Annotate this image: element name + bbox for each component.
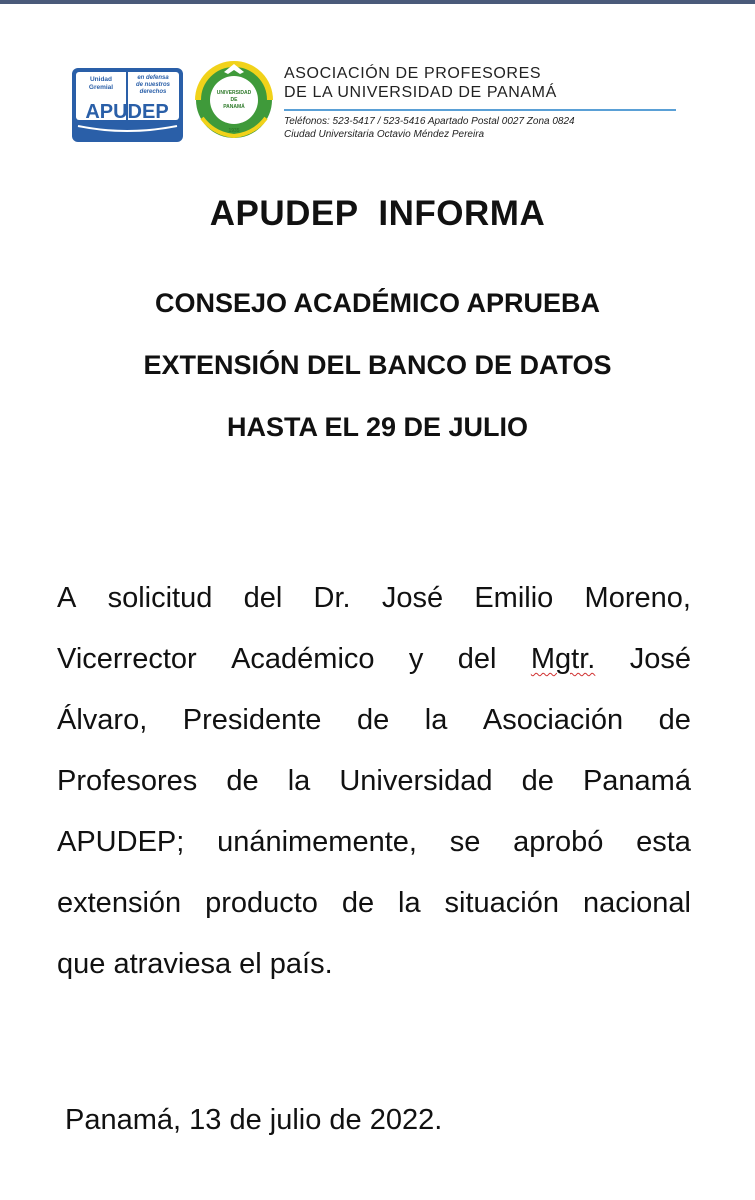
body-word: de (658, 704, 691, 736)
body-word: Emilio (474, 582, 554, 614)
body-word: A (57, 582, 77, 614)
apudep-logo-right-text-3: derechos (139, 89, 167, 95)
university-seal (194, 60, 274, 140)
page-title: APUDEP INFORMA (209, 194, 546, 233)
body-line (57, 629, 691, 690)
apudep-logo (70, 66, 185, 144)
body-word: producto (205, 887, 318, 919)
body-line (57, 751, 691, 812)
headline-line-2: EXTENSIÓN DEL BANCO DE DATOS (143, 350, 612, 380)
body-word: nacional (582, 887, 691, 919)
apudep-logo-left-text-1: Unidad (89, 76, 113, 83)
headline (0, 272, 755, 458)
body-word: y (408, 643, 424, 675)
contact-phones: Teléfonos: 523-5417 / 523-5416 Apartado Postal 0027 Zona 0824 (284, 116, 575, 127)
body-word: la (287, 765, 311, 797)
body-line (57, 568, 691, 629)
organization-name-line-1: ASOCIACIÓN DE PROFESORES (284, 65, 542, 82)
top-border (0, 0, 755, 4)
body-word: solicitud (107, 582, 213, 614)
organization-name-line-2: DE LA UNIVERSIDAD DE PANAMÁ (284, 84, 557, 101)
body-line (57, 690, 691, 751)
organization-name (284, 64, 557, 102)
date-line: Panamá, 13 de julio de 2022. (65, 1104, 443, 1136)
seal-text-2: DE (230, 97, 238, 103)
body-line (57, 873, 691, 934)
body-line-last: que atraviesa el país. (57, 948, 333, 980)
body-word: extensión (57, 887, 182, 919)
seal-text-1: UNIVERSIDAD (216, 90, 252, 96)
body-word: Moreno, (584, 582, 691, 614)
body-word: unánimemente, (217, 826, 417, 858)
apudep-logo-right-text-2: de nuestros (135, 82, 171, 88)
letterhead (70, 60, 690, 150)
body-word: Presidente (182, 704, 322, 736)
body-word: APUDEP; (57, 826, 185, 858)
body-word: la (398, 887, 421, 919)
body-line (57, 812, 691, 873)
body-word: se (449, 826, 481, 858)
apudep-logo-name: APUDEP (85, 101, 169, 123)
body-word: Panamá (582, 765, 691, 797)
apudep-logo-left-text-2: Gremial (88, 84, 114, 91)
body-word: situación (444, 887, 560, 919)
body-word: Dr. (313, 582, 351, 614)
body-word: Mgtr. (530, 643, 596, 675)
seal-text-3: PANAMÁ (223, 104, 245, 110)
organization-contact (284, 115, 575, 141)
body-word: esta (636, 826, 691, 858)
body-word: del (457, 643, 497, 675)
body-word: de (356, 704, 390, 736)
seal-year: 1935 (228, 128, 240, 134)
contact-address: Ciudad Universitaria Octavio Méndez Pereira (284, 129, 485, 140)
body-word: José (381, 582, 444, 614)
body-word: Álvaro, (57, 704, 148, 736)
body-word: aprobó (513, 826, 604, 858)
body-word: del (243, 582, 283, 614)
body-word: Asociación (482, 704, 624, 736)
headline-line-3: HASTA EL 29 DE JULIO (226, 412, 529, 442)
body-paragraph (57, 568, 691, 995)
apudep-logo-right-text-1: en defensa (137, 75, 169, 81)
body-word: José (629, 643, 691, 675)
body-word: de (226, 765, 259, 797)
headline-line-1: CONSEJO ACADÉMICO APRUEBA (154, 288, 601, 318)
body-word: de (521, 765, 554, 797)
body-word: Vicerrector (57, 643, 197, 675)
body-word: Académico (231, 643, 375, 675)
body-word: de (341, 887, 375, 919)
body-word: Universidad (339, 765, 493, 797)
letterhead-rule (284, 109, 676, 111)
body-word: la (424, 704, 448, 736)
body-word: Profesores (57, 765, 198, 797)
